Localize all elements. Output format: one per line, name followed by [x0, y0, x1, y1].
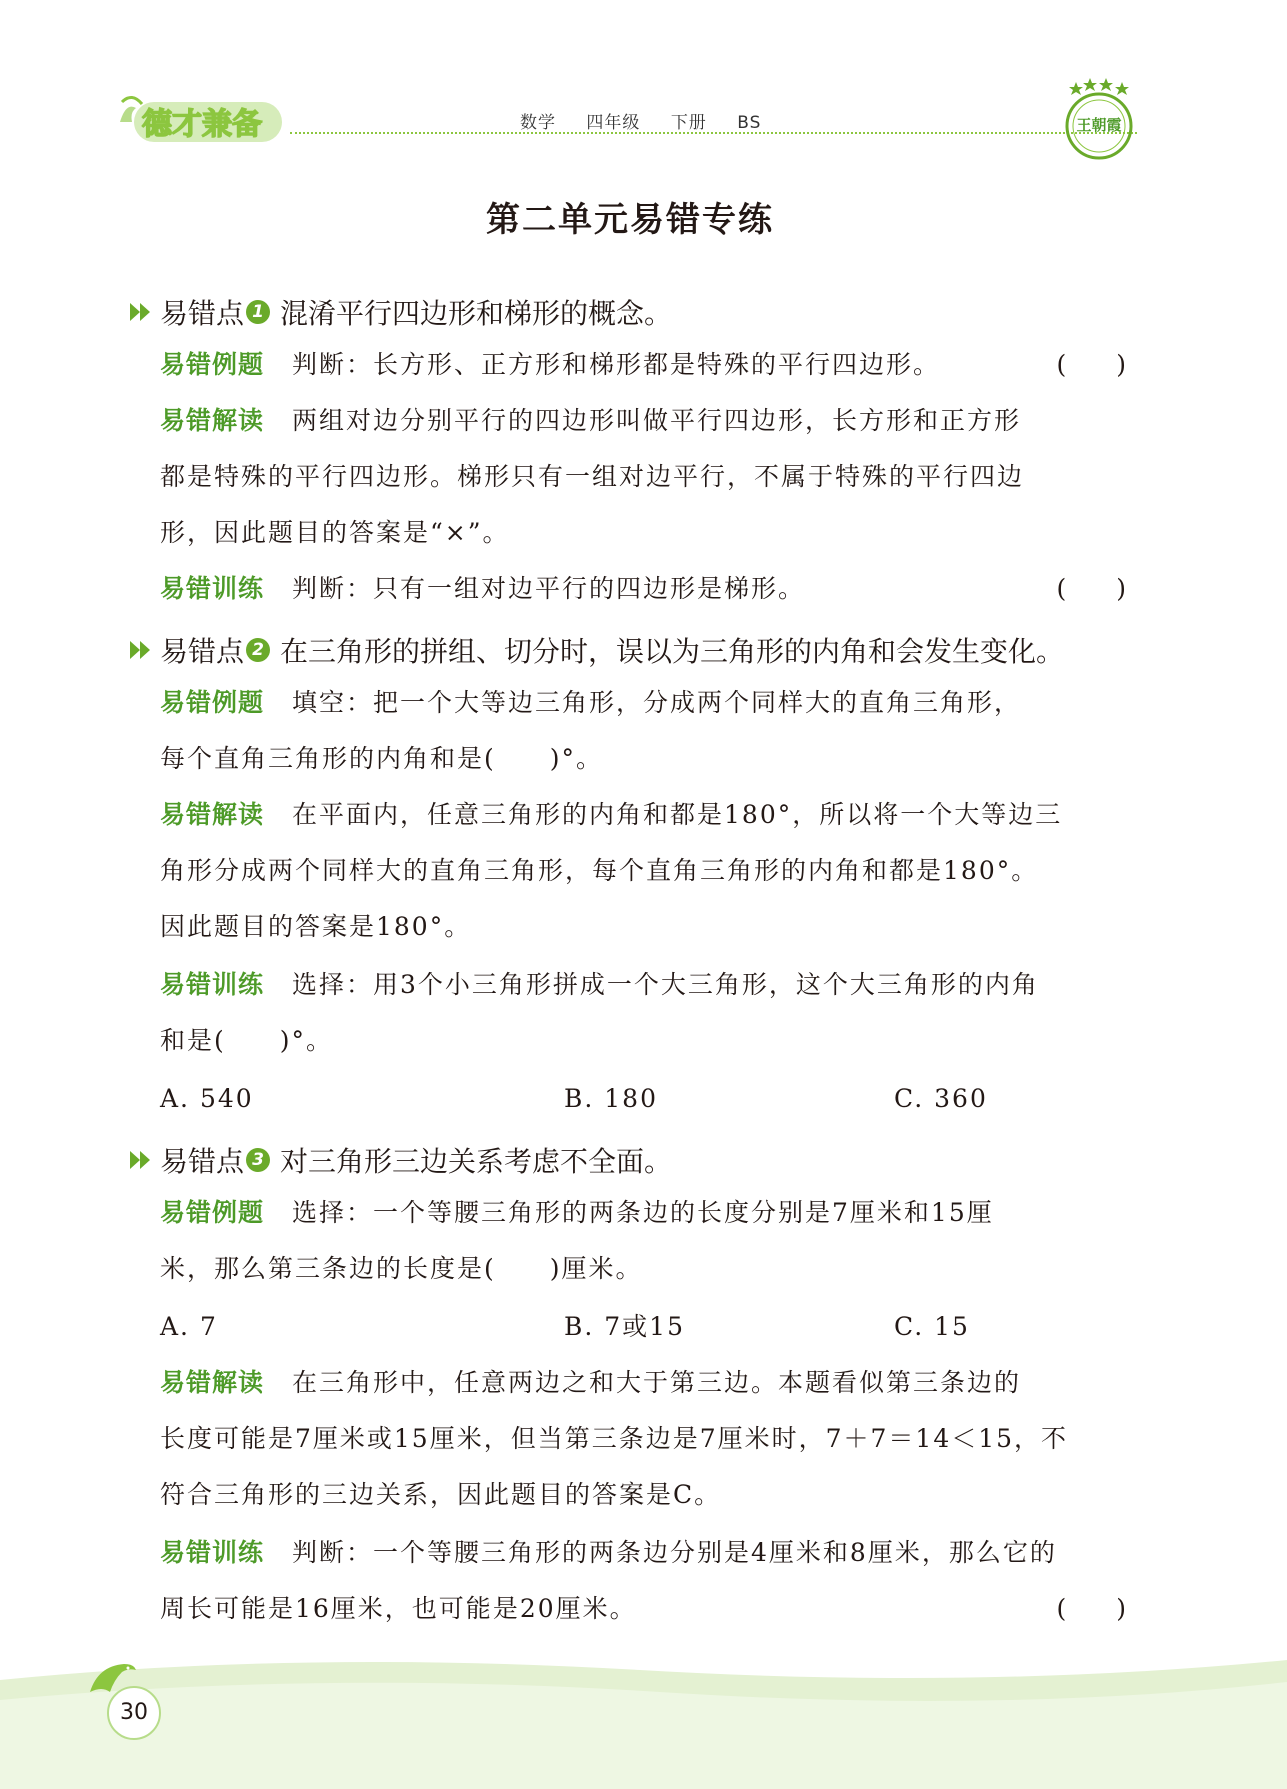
grade: 四年级: [586, 113, 641, 133]
error-point-text: 混淆平行四边形和梯形的概念。: [280, 297, 673, 330]
brand-text: 德才兼备: [142, 107, 262, 142]
error-point-2: [128, 630, 1064, 670]
analysis-line: 角形分成两个同样大的直角三角形，每个直角三角形的内角和都是180°。: [160, 856, 1039, 885]
option-a[interactable]: A. 7: [160, 1312, 218, 1341]
error-point-1: [128, 292, 672, 332]
analysis-line: 因此题目的答案是180°。: [160, 912, 472, 941]
footer-wave-decoration: [0, 1640, 1287, 1789]
error-point-3: [128, 1140, 672, 1180]
option-c[interactable]: C. 360: [894, 1084, 988, 1113]
analysis-tag: 易错解读: [160, 406, 265, 435]
error-point-number: 1: [246, 300, 270, 324]
publisher-seal: [1058, 74, 1140, 164]
example-line: 米，那么第三条边的长度是( )厘米。: [160, 1254, 643, 1283]
seal-text: 王朝霞: [1076, 116, 1122, 134]
training-line: [160, 968, 1126, 1002]
page-number: 30: [107, 1686, 161, 1740]
option-a[interactable]: A. 540: [160, 1084, 254, 1113]
analysis-line: 都是特殊的平行四边形。梯形只有一组对边平行，不属于特殊的平行四边: [160, 462, 1025, 491]
analysis-line: [160, 404, 1126, 438]
page-header: [0, 0, 1287, 150]
example-text: 填空：把一个大等边三角形，分成两个同样大的直角三角形，: [292, 688, 1022, 717]
answer-blank[interactable]: ( ): [1056, 574, 1126, 603]
example-line: [160, 1196, 1126, 1230]
analysis-tag: 易错解读: [160, 800, 265, 829]
training-text: 判断：只有一组对边平行的四边形是梯形。: [292, 574, 806, 603]
training-line: [160, 572, 1126, 606]
training-text: 选择：用3个小三角形拼成一个大三角形，这个大三角形的内角: [292, 970, 1039, 999]
error-point-number: 2: [246, 638, 270, 662]
double-arrow-icon: [128, 638, 154, 662]
error-point-label: 易错点: [160, 297, 245, 330]
double-arrow-icon: [128, 300, 154, 324]
error-point-label: 易错点: [160, 1145, 245, 1178]
analysis-tag: 易错解读: [160, 1368, 265, 1397]
error-point-number: 3: [246, 1148, 270, 1172]
analysis-line: 长度可能是7厘米或15厘米，但当第三条边是7厘米时，7＋7＝14＜15，不: [160, 1424, 1069, 1453]
training-tag: 易错训练: [160, 1538, 265, 1567]
example-line: 每个直角三角形的内角和是( )°。: [160, 744, 604, 773]
option-c[interactable]: C. 15: [894, 1312, 970, 1341]
answer-blank[interactable]: ( ): [1056, 350, 1126, 379]
training-text: 判断：一个等腰三角形的两条边分别是4厘米和8厘米，那么它的: [292, 1538, 1057, 1567]
training-line: 和是( )°。: [160, 1026, 334, 1055]
subject: 数学: [520, 113, 556, 133]
book-info: [520, 108, 777, 133]
training-tag: 易错训练: [160, 574, 265, 603]
option-b[interactable]: B. 7或15: [564, 1312, 685, 1341]
analysis-line: 符合三角形的三边关系，因此题目的答案是C。: [160, 1480, 722, 1509]
option-b[interactable]: B. 180: [564, 1084, 658, 1113]
error-point-label: 易错点: [160, 635, 245, 668]
page-title: 第二单元易错专练: [486, 200, 774, 240]
analysis-line: [160, 1366, 1126, 1400]
training-text: 周长可能是16厘米，也可能是20厘米。: [160, 1594, 637, 1623]
training-line: [160, 1592, 1126, 1626]
example-text: 选择：一个等腰三角形的两条边的长度分别是7厘米和15厘: [292, 1198, 994, 1227]
error-point-text: 对三角形三边关系考虑不全面。: [280, 1145, 673, 1178]
training-tag: 易错训练: [160, 970, 265, 999]
double-arrow-icon: [128, 1148, 154, 1172]
analysis-line: 形，因此题目的答案是“×”。: [160, 518, 510, 547]
error-point-text: 在三角形的拼组、切分时，误以为三角形的内角和会发生变化。: [280, 635, 1065, 668]
analysis-text: 两组对边分别平行的四边形叫做平行四边形，长方形和正方形: [292, 406, 1022, 435]
brand-logo: [112, 82, 292, 146]
answer-blank[interactable]: ( ): [1056, 1594, 1126, 1623]
example-line: [160, 348, 1126, 382]
volume: 下册: [670, 113, 707, 133]
example-text: 判断：长方形、正方形和梯形都是特殊的平行四边形。: [292, 350, 941, 379]
analysis-line: [160, 798, 1126, 832]
example-tag: 易错例题: [160, 350, 265, 379]
analysis-text: 在三角形中，任意两边之和大于第三边。本题看似第三条边的: [292, 1368, 1022, 1397]
training-line: [160, 1536, 1126, 1570]
analysis-text: 在平面内，任意三角形的内角和都是180°，所以将一个大等边三: [292, 800, 1063, 829]
example-line: [160, 686, 1126, 720]
edition: BS: [737, 113, 762, 133]
example-tag: 易错例题: [160, 688, 265, 717]
example-tag: 易错例题: [160, 1198, 265, 1227]
